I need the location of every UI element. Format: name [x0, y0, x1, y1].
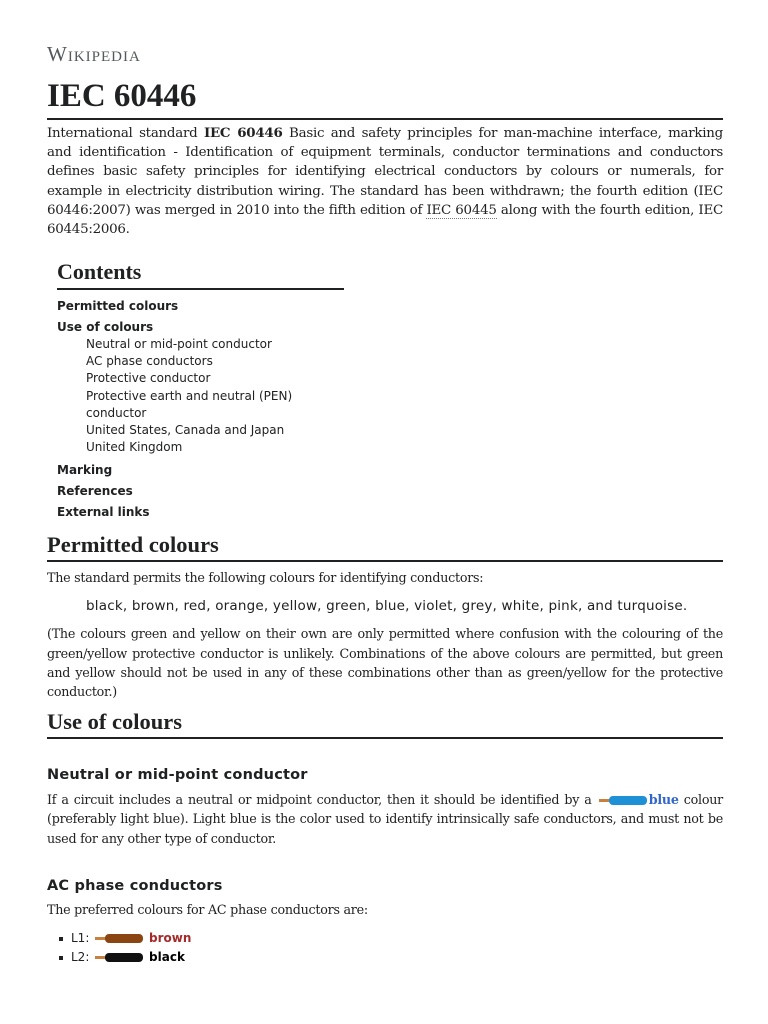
iec-60445-link[interactable]: IEC 60445 — [426, 202, 497, 218]
permitted-intro: The standard permits the following colours for identifying conductors: — [47, 570, 484, 585]
page-title: IEC 60446 — [47, 76, 723, 120]
table-of-contents — [57, 258, 344, 521]
subsection-heading-neutral: Neutral or mid-point conductor — [47, 767, 308, 783]
black-wire-icon — [95, 953, 143, 962]
phase-colour-l1[interactable]: brown — [149, 931, 192, 946]
section-heading-permitted-colours: Permitted colours — [47, 530, 723, 562]
lead-text-3: along with the fourth edition, IEC 60445:2006. — [47, 202, 723, 238]
phase-label-l2: L2: — [71, 950, 90, 965]
toc-subitem-pen[interactable]: Protective earth and neutral (PEN) conductor — [86, 388, 293, 420]
toc-subitem-ac-phase[interactable]: AC phase conductors — [86, 354, 213, 369]
toc-subitem-protective[interactable]: Protective conductor — [86, 371, 211, 386]
toc-subitem-uk[interactable]: United Kingdom — [86, 440, 183, 455]
toc-item-references[interactable]: References — [57, 484, 133, 499]
section-heading-use-of-colours: Use of colours — [47, 707, 723, 739]
list-item — [47, 929, 723, 948]
lead-text-1: International standard — [47, 126, 204, 141]
permitted-note: (The colours green and yellow on their own are only permitted where confusion with the colouring of the green/yellow protective conductor is unlikely. Combinations of the above colours are permitted, but green and yellow should not be used in any of these combinations other than as green/yellow for the protective conductor.) — [47, 626, 723, 700]
phase-colour-l2[interactable]: black — [149, 950, 185, 965]
lead-bold-title: IEC 60446 — [203, 125, 283, 141]
toc-item-external-links[interactable]: External links — [57, 505, 150, 520]
wikipedia-wordmark[interactable] — [47, 42, 141, 67]
permitted-colours-list: black, brown, red, orange, yellow, green, blue, violet, grey, white, pink, and turquoise. — [86, 598, 688, 615]
section-use-of-colours — [47, 707, 723, 967]
toc-subitem-us-canada-japan[interactable]: United States, Canada and Japan — [86, 423, 285, 438]
neutral-paragraph — [47, 790, 723, 848]
toc-subitem-neutral[interactable]: Neutral or mid-point conductor — [86, 337, 272, 351]
wordmark-text: Wikipedia — [47, 42, 141, 66]
section-permitted-colours — [47, 530, 723, 701]
toc-item-use-of-colours[interactable]: Use of colours — [57, 320, 154, 334]
toc-item-permitted-colours[interactable]: Permitted colours — [57, 299, 179, 313]
list-item — [47, 948, 723, 967]
ac-intro: The preferred colours for AC phase conductors are: — [47, 901, 368, 917]
neutral-colour-word[interactable]: blue — [648, 792, 679, 807]
neutral-text-after: colour (preferably light blue). Light blue is the color used to identify intrinsically safe conductors, and must not be used for any other type of conductor. — [47, 792, 723, 846]
neutral-text-before: If a circuit includes a neutral or midpoint conductor, then it should be identified by a — [47, 792, 597, 807]
ac-phase-list — [47, 929, 723, 967]
brown-wire-icon — [95, 934, 143, 943]
blue-wire-icon — [599, 796, 647, 805]
toc-title: Contents — [57, 258, 344, 290]
lead-text-2: Basic and safety principles for man-machine interface, marking and identification - Identification of equipment terminals, conductor terminations and conductors defines basic safety principles for identifying electrical conductors by colours or numerals, for example in electricity distribution wiring. The standard has been withdrawn; the fourth edition (IEC 60446:2007) was merged in 2010 into the fifth edition of — [47, 126, 723, 218]
lead-paragraph — [47, 124, 723, 239]
toc-item-marking[interactable]: Marking — [57, 463, 113, 478]
phase-label-l1: L1: — [71, 931, 90, 946]
subsection-heading-ac-phase: AC phase conductors — [47, 877, 223, 894]
